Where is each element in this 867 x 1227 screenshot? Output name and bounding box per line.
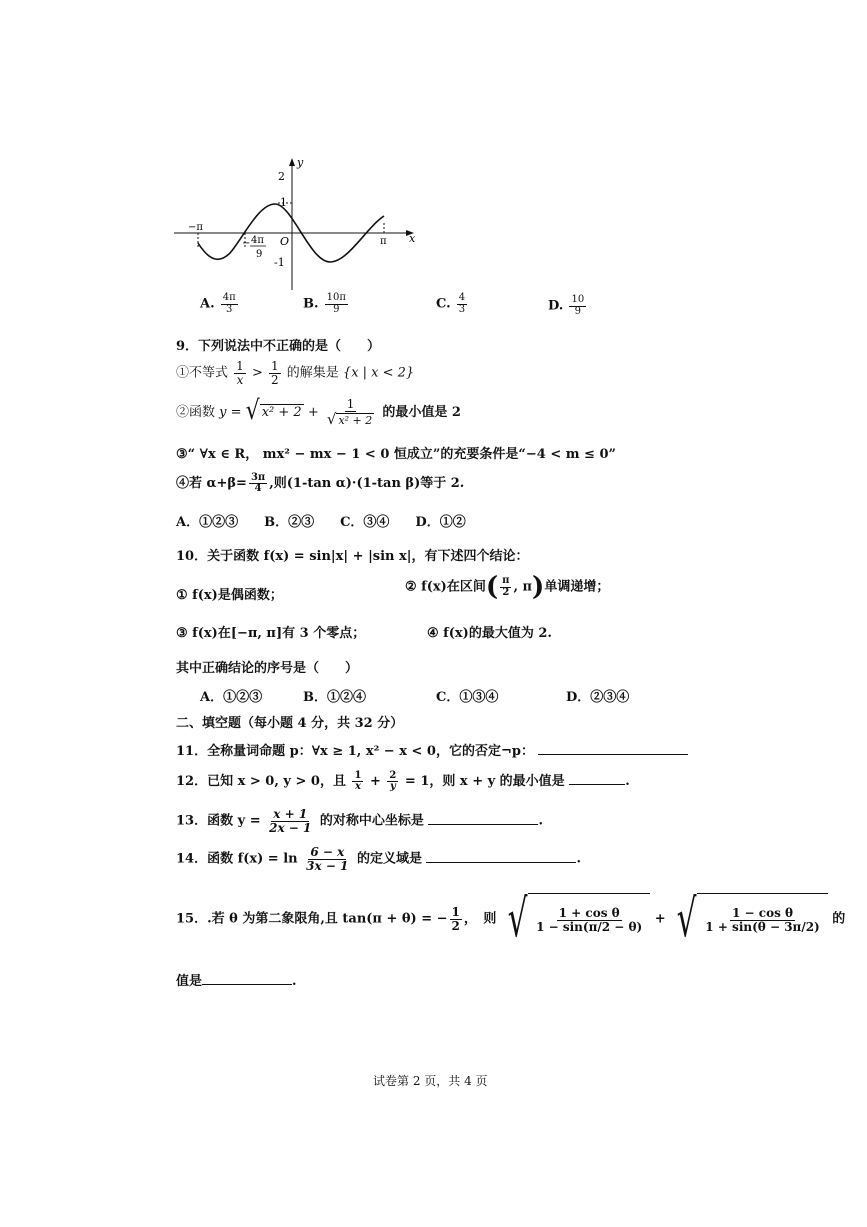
q14: 14．函数 f(x) = ln $\frac{6 - x}{3x - 1}$ 的定义域是 . (176, 845, 582, 873)
page-footer: 试卷第 2 页，共 4 页 (373, 1074, 488, 1088)
q13-answer-blank[interactable] (428, 824, 538, 825)
q10-stem: 10．关于函数 f(x) = sin|x| + |sin x|，有下述四个结论： (176, 549, 529, 564)
q15: 15．.若 θ 为第二象限角,且 tan(π + θ) = − $\frac{1}{2}$ ， 则 √ $\frac{\text{1 + cos θ}}{1 - \sin(\pi/2 - \theta)}$ + √ $\frac{\text{1 − cos θ}}{1 + \sin(\theta - 3\pi/2)}$ 的 (176, 889, 846, 949)
tick-1: 1 (280, 196, 287, 209)
q10-choice-d[interactable]: D．②③④ (566, 690, 630, 705)
sine-graph (170, 150, 430, 295)
section-2-title: 二、填空题（每小题 4 分，共 32 分） (176, 716, 404, 731)
q10-ask: 其中正确结论的序号是（ ） (176, 661, 359, 676)
q13: 13．函数 y = $\frac{x + 1}{2x - 1}$ 的对称中心坐标是 . (176, 807, 543, 835)
q10-choice-c[interactable]: C．①③④ (436, 690, 499, 705)
q9-statement-4: ④若 α+β= $\frac{3\pi}{4}$ ,则(1-tan α)·(1-tan β)等于 2. (176, 471, 465, 494)
q10-choice-a[interactable]: A．①②③ (200, 690, 263, 705)
q12: 12．已知 x > 0, y > 0，且 $\frac{1}{x}$ + $\frac{2}{y}$ = 1，则 x + y 的最小值是 . (176, 769, 630, 792)
q9-statement-2: ②函数 y = √ x² + 2 + $\frac{1}{\text{√ x² + 2}}$ 的最小值是 2 (176, 396, 461, 428)
q8-choice-d[interactable]: D. $\frac{10}{9}$ (548, 294, 585, 317)
q9-statement-3: ③“ ∀x ∈ R， mx² − mx − 1 < 0 恒成立”的充要条件是“−4 < m ≤ 0” (176, 447, 616, 462)
q12-answer-blank[interactable] (569, 784, 625, 785)
q10-choice-b[interactable]: B．①②④ (303, 690, 366, 705)
tick-neg4pi-num: 4π (251, 235, 264, 246)
tick-pi: π (380, 236, 387, 247)
q10-conclusion-3: ③ f(x)在[−π, π]有 3 个零点； (176, 626, 366, 641)
q10-conclusion-4: ④ f(x)的最大值为 2. (427, 626, 552, 641)
tick-2: 2 (278, 170, 285, 183)
q8-choice-c[interactable]: C. $\frac{4}{3}$ (436, 292, 466, 315)
q11-answer-blank[interactable] (538, 754, 688, 755)
axis-y-label: y (297, 156, 304, 169)
q15-answer-blank[interactable] (202, 984, 292, 985)
y-axis-arrow (289, 158, 295, 166)
q8-choice-b[interactable]: B. $\frac{10\pi}{9}$ (303, 292, 346, 315)
q10-conclusion-1: ① f(x)是偶函数； (176, 588, 283, 603)
q15-line2: 值是 . (176, 974, 297, 989)
tick-neg4pi-den: 9 (256, 249, 263, 260)
tick-neg4pi-sign: − (242, 238, 251, 249)
q9-stem: 9．下列说法中不正确的是（ ） (176, 339, 381, 354)
origin-label: O (280, 235, 290, 248)
q9-statement-1: ①不等式 $\frac{1}{x}$ > $\frac{1}{2}$ 的解集是 {x | x < 2} (176, 359, 415, 387)
q8-choice-a[interactable]: A. $\frac{4\pi}{3}$ (200, 292, 236, 315)
q10-conclusion-2: ② f(x)在区间( $\frac{\pi}{2}$ , π)单调递增； (405, 572, 610, 602)
tick-neg1: -1 (274, 256, 285, 269)
q9-choices[interactable]: A．①②③ B．②③ C．③④ D．①② (176, 515, 466, 530)
axis-x-label: x (409, 232, 416, 245)
tick-neg-pi: −π (188, 222, 203, 233)
q11: 11．全称量词命题 p：∀x ≥ 1, x² − x < 0，它的否定¬p： (176, 740, 688, 759)
q14-answer-blank[interactable] (426, 862, 576, 863)
